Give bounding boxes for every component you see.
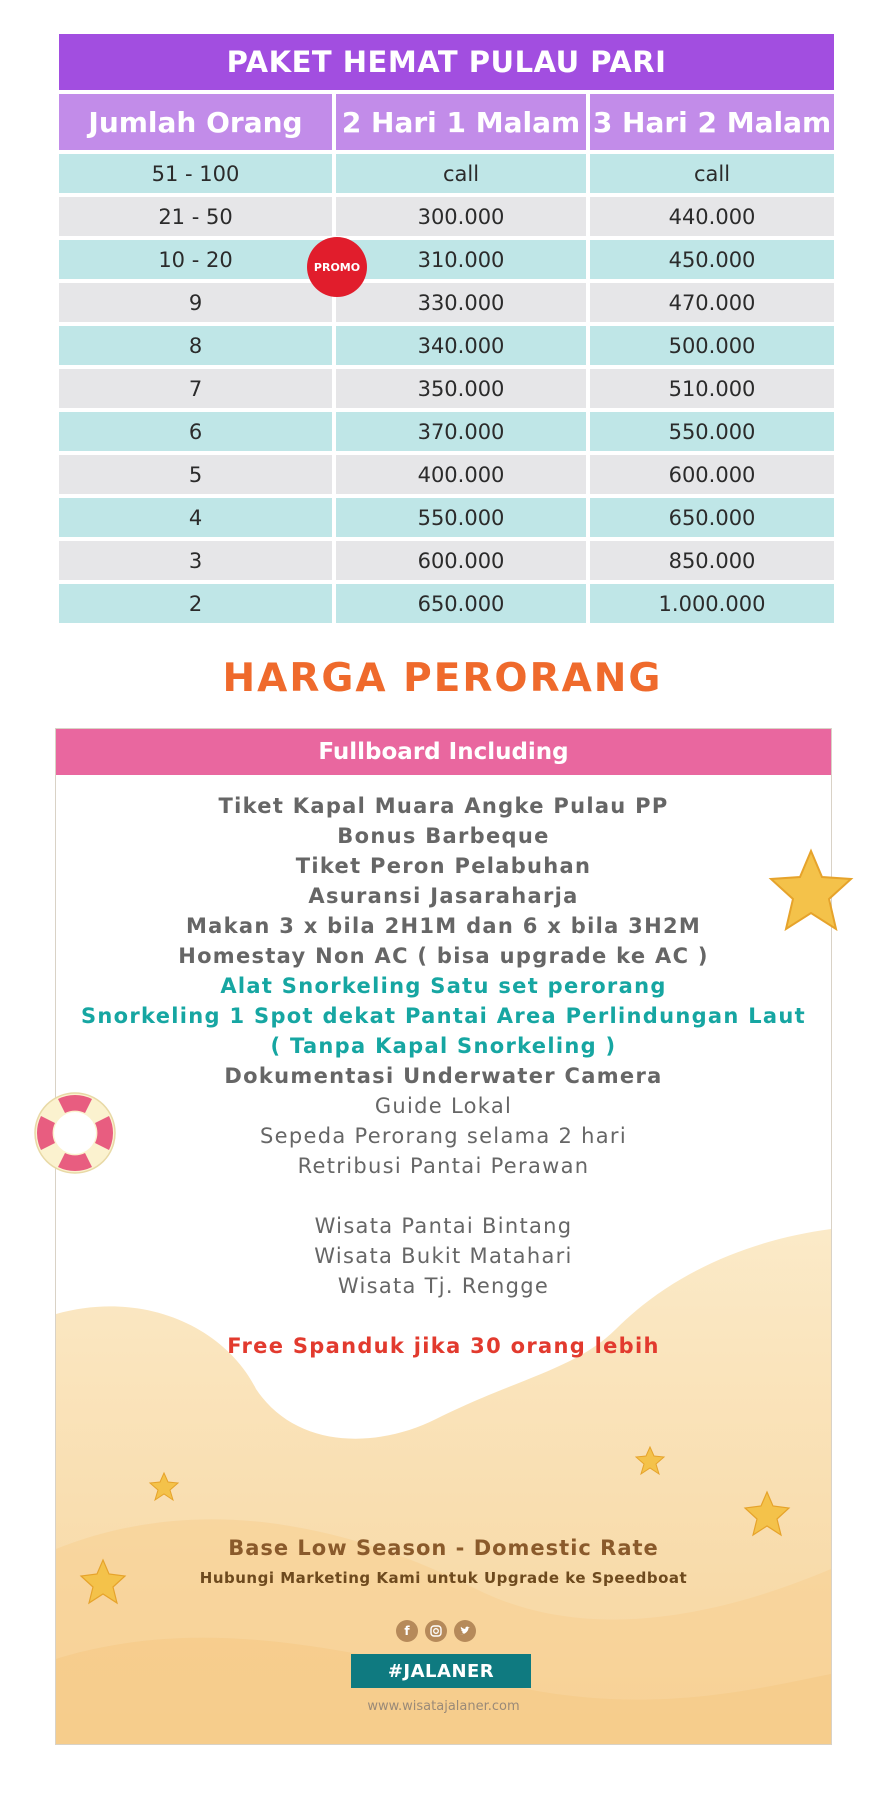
instagram-icon[interactable]	[425, 1620, 447, 1642]
cell-price-3h2m: 470.000	[590, 283, 834, 322]
list-item: Dokumentasi Underwater Camera	[224, 1064, 663, 1088]
table-row	[59, 584, 834, 623]
cell-price-2h1m: 330.000	[336, 283, 586, 322]
includes-header: Fullboard Including	[56, 729, 831, 775]
price-table-title: PAKET HEMAT PULAU PARI	[59, 34, 834, 90]
header-2h1m: 2 Hari 1 Malam	[336, 94, 586, 150]
list-item: Guide Lokal	[374, 1094, 513, 1118]
cell-jumlah-orang: 51 - 100	[59, 154, 332, 193]
cell-price-3h2m: 500.000	[590, 326, 834, 365]
cell-price-2h1m: 310.000	[336, 240, 586, 279]
cell-jumlah-orang: 2	[59, 584, 332, 623]
list-item: Wisata Pantai Bintang	[314, 1214, 573, 1238]
website-link[interactable]: www.wisatajalaner.com	[367, 1699, 520, 1714]
cell-price-2h1m: 370.000	[336, 412, 586, 451]
price-table-header-row	[59, 94, 834, 150]
cell-price-3h2m: 1.000.000	[590, 584, 834, 623]
list-item: Tiket Kapal Muara Angke Pulau PP	[218, 794, 669, 818]
list-item: Wisata Tj. Rengge	[337, 1274, 550, 1298]
season-subtitle: Hubungi Marketing Kami untuk Upgrade ke Speedboat	[199, 1569, 688, 1587]
includes-card	[55, 728, 832, 1745]
cell-jumlah-orang: 10 - 20	[59, 240, 332, 279]
table-row	[59, 455, 834, 494]
list-item: Asuransi Jasaraharja	[308, 884, 579, 908]
starfish-icon	[634, 1445, 666, 1477]
cell-jumlah-orang: 8	[59, 326, 332, 365]
cell-jumlah-orang: 5	[59, 455, 332, 494]
list-item: Alat Snorkeling Satu set perorang	[220, 974, 667, 998]
list-item: Homestay Non AC ( bisa upgrade ke AC )	[178, 944, 709, 968]
list-item: Bonus Barbeque	[337, 824, 550, 848]
table-row	[59, 369, 834, 408]
price-table	[59, 34, 834, 623]
includes-list	[56, 791, 831, 1361]
cell-price-3h2m: 550.000	[590, 412, 834, 451]
cell-price-2h1m: call	[336, 154, 586, 193]
table-row	[59, 197, 834, 236]
list-item: Snorkeling 1 Spot dekat Pantai Area Perlindungan Laut	[81, 1004, 806, 1028]
cell-jumlah-orang: 4	[59, 498, 332, 537]
free-banner-note: Free Spanduk jika 30 orang lebih	[227, 1334, 660, 1358]
starfish-icon	[148, 1471, 180, 1503]
list-item: ( Tanpa Kapal Snorkeling )	[270, 1034, 617, 1058]
list-item: Wisata Bukit Matahari	[314, 1244, 573, 1268]
cell-price-2h1m: 300.000	[336, 197, 586, 236]
table-row	[59, 283, 834, 322]
table-row	[59, 326, 834, 365]
brand-tag: #JALANER	[351, 1654, 531, 1688]
table-row	[59, 154, 834, 193]
list-item: Makan 3 x bila 2H1M dan 6 x bila 3H2M	[185, 914, 702, 938]
table-row	[59, 240, 834, 279]
cell-jumlah-orang: 6	[59, 412, 332, 451]
cell-price-3h2m: 510.000	[590, 369, 834, 408]
cell-jumlah-orang: 7	[59, 369, 332, 408]
list-item: Tiket Peron Pelabuhan	[295, 854, 592, 878]
cell-price-3h2m: 650.000	[590, 498, 834, 537]
header-jumlah-orang: Jumlah Orang	[59, 94, 332, 150]
cell-price-3h2m: 600.000	[590, 455, 834, 494]
cell-price-2h1m: 400.000	[336, 455, 586, 494]
cell-price-3h2m: 440.000	[590, 197, 834, 236]
promo-badge: PROMO	[307, 237, 367, 297]
starfish-icon	[742, 1489, 792, 1539]
cell-jumlah-orang: 3	[59, 541, 332, 580]
header-3h2m: 3 Hari 2 Malam	[590, 94, 834, 150]
cell-price-3h2m: 850.000	[590, 541, 834, 580]
cell-jumlah-orang: 9	[59, 283, 332, 322]
cell-price-3h2m: 450.000	[590, 240, 834, 279]
section-title: HARGA PERORANG	[222, 656, 663, 701]
table-row	[59, 412, 834, 451]
cell-price-2h1m: 650.000	[336, 584, 586, 623]
cell-jumlah-orang: 21 - 50	[59, 197, 332, 236]
cell-price-2h1m: 600.000	[336, 541, 586, 580]
cell-price-2h1m: 350.000	[336, 369, 586, 408]
table-row	[59, 541, 834, 580]
starfish-icon	[766, 846, 856, 936]
cell-price-3h2m: call	[590, 154, 834, 193]
table-row	[59, 498, 834, 537]
facebook-icon[interactable]: f	[396, 1620, 418, 1642]
lifebuoy-icon	[30, 1088, 120, 1178]
cell-price-2h1m: 550.000	[336, 498, 586, 537]
social-icons	[396, 1620, 476, 1642]
list-item: Sepeda Perorang selama 2 hari	[260, 1124, 627, 1148]
season-title: Base Low Season - Domestic Rate	[228, 1536, 659, 1560]
cell-price-2h1m: 340.000	[336, 326, 586, 365]
twitter-icon[interactable]	[454, 1620, 476, 1642]
list-item: Retribusi Pantai Perawan	[297, 1154, 590, 1178]
